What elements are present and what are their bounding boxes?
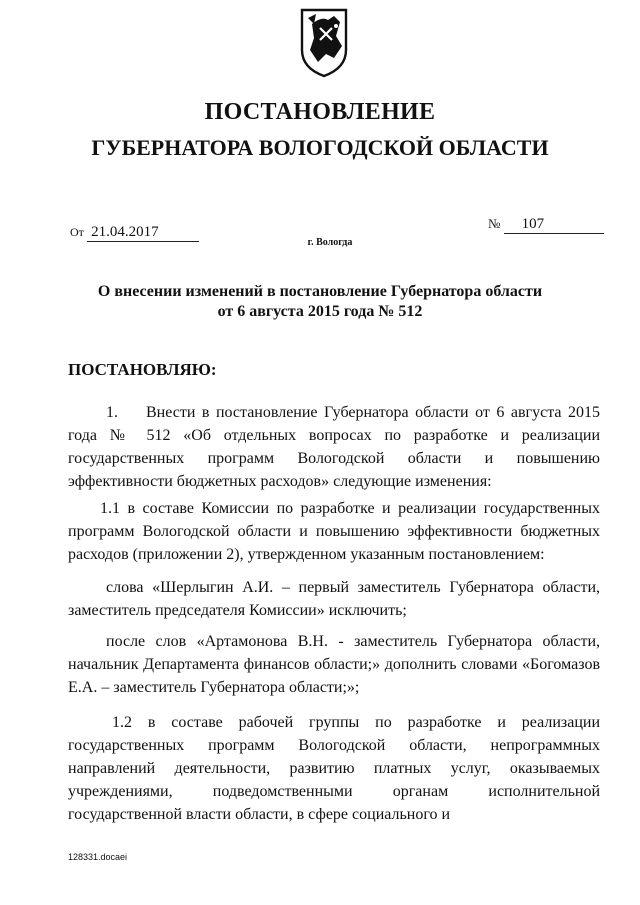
date-value: 21.04.2017 <box>87 224 199 242</box>
paragraph-1-2: 1.2 в составе рабочей группы по разработке и реализации государственных программ Вологодской области, непрограммных направлений деятельности, развитию платных услуг, оказываемых учреждениями, подведомственными органам исполнительной государственной власти области, в сфере социального и <box>68 714 600 823</box>
date-prefix: От <box>70 225 84 239</box>
number-field <box>488 216 604 234</box>
number-value: 107 <box>504 216 604 234</box>
decree-heading: ПОСТАНОВЛЯЮ: <box>68 360 217 379</box>
paragraph-add-words: после слов «Артамонова В.Н. - заместитель Губернатора области, начальник Департамента финансов области;» дополнить словами «Богомазов Е.А. – заместитель Губернатора области;»; <box>68 633 600 696</box>
paragraph-remove-words: слова «Шерлыгин А.И. – первый заместитель Губернатора области, заместитель председателя Комиссии» исключить; <box>68 579 600 619</box>
coat-of-arms-icon <box>298 6 350 80</box>
document-body <box>68 401 600 826</box>
document-title: ПОСТАНОВЛЕНИЕ <box>204 99 436 125</box>
document-subject <box>0 282 640 322</box>
paragraph-number: 1. <box>106 404 118 421</box>
document-authority: ГУБЕРНАТОРА ВОЛОГОДСКОЙ ОБЛАСТИ <box>91 135 549 160</box>
subject-line-2: от 6 августа 2015 года № 512 <box>217 303 423 320</box>
paragraph-1-text: Внести в постановление Губернатора области от 6 августа 2015 года № 512 «Об отдельных вопросах по разработке и реализации государственных программ Вологодской области и повышению эффективности бюджетных расходов» следующие изменения: <box>68 404 600 490</box>
paragraph-1-1: 1.1 в составе Комиссии по разработке и реализации государственных программ Вологодской области и повышению эффективности бюджетных расходов (приложении 2), утвержденном указанным постановлением: <box>68 500 600 563</box>
paragraph-1 <box>68 401 600 493</box>
file-name-footer: 128331.docaei <box>68 852 128 862</box>
city-label: г. Вологда <box>307 237 353 248</box>
subject-line-1: О внесении изменений в постановление Губернатора области <box>97 283 543 300</box>
number-prefix: № <box>488 216 501 231</box>
